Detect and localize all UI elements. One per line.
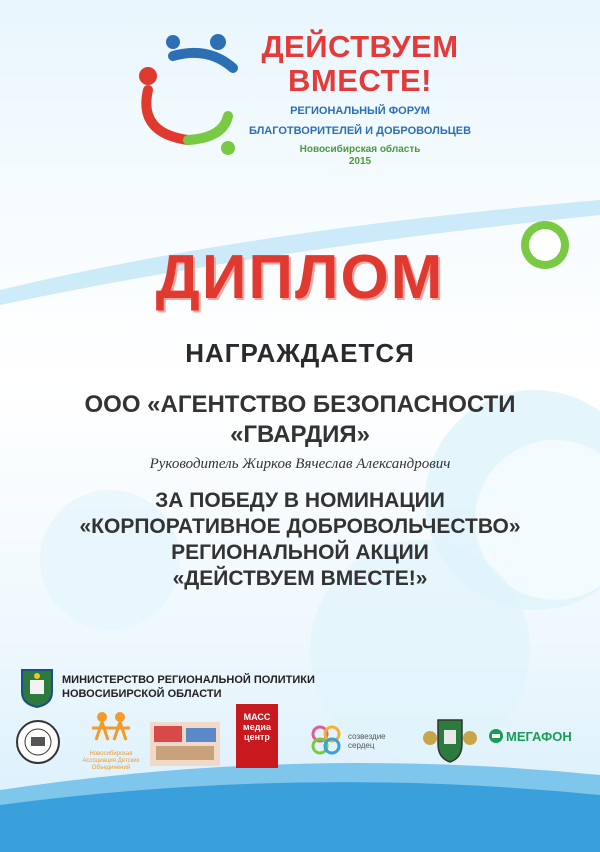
year: 2015 [348,156,372,167]
region: Новосибирская область [299,144,421,155]
nomination-line1: ЗА ПОБЕДУ В НОМИНАЦИИ [155,489,445,512]
ministry-line1: МИНИСТЕРСТВО РЕГИОНАЛЬНОЙ ПОЛИТИКИ [62,674,315,686]
round-stamp-logo [14,718,62,766]
mass-media-logo [236,704,278,768]
diploma-title: ДИПЛОМ [155,243,445,312]
megafon-name: МЕГАФОН [506,728,572,744]
hearts-icon [306,720,346,760]
subtitle-line2: БЛАГОТВОРИТЕЛЕЙ И ДОБРОВОЛЬЦЕВ [248,125,472,137]
sozvezdie-name: созвездие сердец [348,732,386,750]
slogan-line2: ВМЕСТЕ! [288,63,432,98]
subtitle-line1: РЕГИОНАЛЬНЫЙ ФОРУМ [290,105,430,117]
partner-logos [14,700,586,780]
nomination-line3: РЕГИОНАЛЬНОЙ АКЦИИ [171,541,429,564]
awarded-label: НАГРАЖДАЕТСЯ [185,338,415,368]
ministry-line2: НОВОСИБИРСКОЙ ОБЛАСТИ [62,688,222,700]
nomination [0,488,600,592]
organization-head: Руководитель Жирков Вячеслав Александрович [149,456,451,472]
organization-line2: «ГВАРДИЯ» [230,421,370,448]
megafon-logo [488,728,572,744]
association-name: Новосибирская Ассоциация Детских Объединений [82,751,140,771]
organization-line1: ООО «АГЕНТСТВО БЕЗОПАСНОСТИ [84,391,516,418]
sozvezdie-logo [306,720,416,764]
nomination-line2: «КОРПОРАТИВНОЕ ДОБРОВОЛЬЧЕСТВО» [79,515,521,538]
slogan-line1: ДЕЙСТВУЕМ [261,29,459,64]
collage-logo [150,722,220,766]
megafon-icon [488,728,504,744]
nomination-line4: «ДЕЙСТВУЕМ ВМЕСТЕ!» [172,567,428,590]
children-icon [78,710,144,746]
association-logo [78,710,144,772]
forum-logo [128,28,248,158]
organization-name [0,390,600,450]
city-coat-of-arms-icon [422,714,478,766]
forum-header [240,30,480,168]
mass-media-name: МАСС медиа центр [243,712,271,742]
ministry-name [62,673,315,701]
